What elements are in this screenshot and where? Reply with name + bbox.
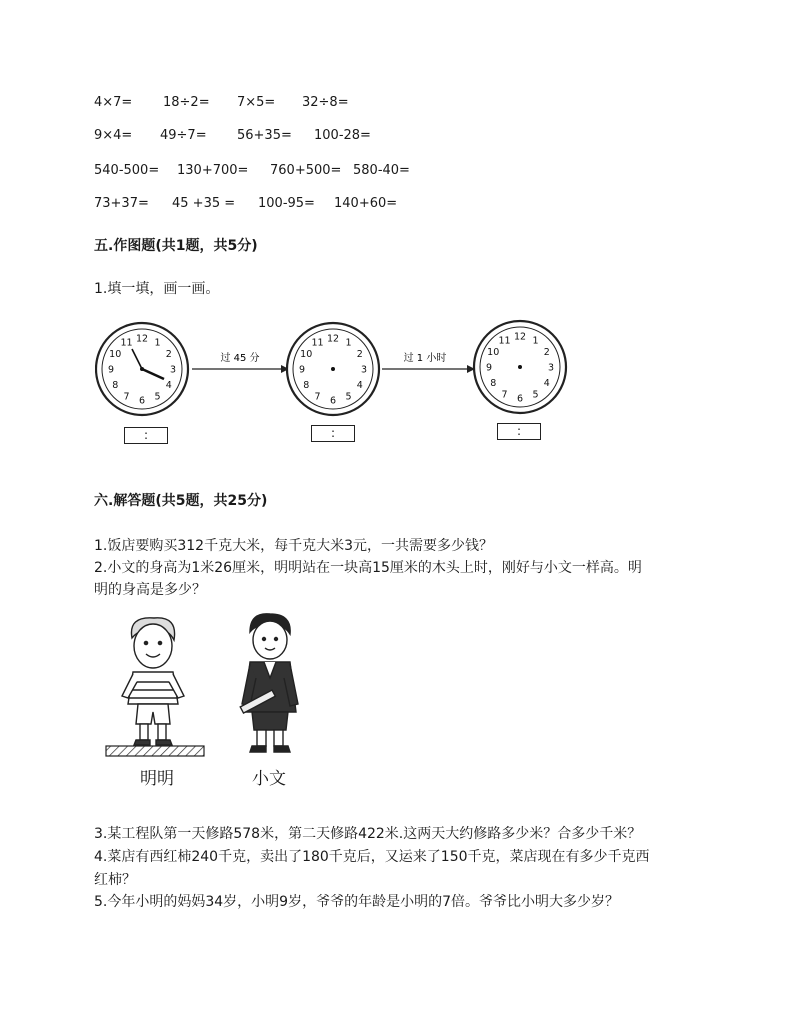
clock-numeral: 7: [314, 391, 321, 403]
calc-item: 18÷2=: [163, 95, 210, 110]
question-2-line1: 2.小文的身高为1米26厘米，明明站在一块高15厘米的木头上时，刚好与小文一样高。明: [94, 560, 642, 576]
clock-numeral: 8: [303, 380, 310, 391]
calc-item: 130+700=: [177, 163, 249, 178]
clock-numeral: 5: [345, 391, 352, 403]
clock-numeral: 1: [532, 335, 539, 347]
clock-numeral: 2: [356, 349, 363, 360]
calc-item: 100-28=: [314, 128, 371, 143]
clock-numeral: 5: [532, 389, 539, 401]
clock-numeral: 4: [165, 380, 172, 391]
calc-item: 100-95=: [258, 196, 315, 211]
clock-numeral: 11: [120, 337, 133, 349]
calc-item: 760+500=: [270, 163, 342, 178]
clock-numeral: 11: [311, 337, 324, 349]
time-box-2[interactable]: :: [311, 425, 355, 442]
clock-numeral: 7: [123, 391, 130, 403]
label-xiaowen: 小文: [252, 769, 286, 789]
calc-item: 45 +35 =: [172, 196, 236, 211]
clock-numeral: 9: [485, 362, 493, 374]
calc-item: 73+37=: [94, 196, 149, 211]
clock-numeral: 12: [326, 333, 340, 345]
calc-item: 580-40=: [353, 163, 410, 178]
clock-numeral: 6: [329, 395, 337, 407]
clock-numeral: 6: [138, 395, 146, 407]
calc-item: 140+60=: [334, 196, 398, 211]
calc-item: 49÷7=: [160, 128, 207, 143]
clock-numeral: 10: [300, 349, 313, 360]
clock-numeral: 12: [513, 331, 527, 343]
time-box-3[interactable]: :: [497, 423, 541, 440]
clock-3: [474, 321, 566, 413]
calc-item: 540-500=: [94, 163, 160, 178]
arrow-1-label: 过 45 分: [220, 353, 260, 364]
label-mingming: 明明: [140, 769, 174, 789]
mingming-figure: [122, 618, 184, 745]
clock-1: [96, 323, 188, 415]
clock-numeral: 4: [543, 378, 550, 389]
calc-item: 9×4=: [94, 128, 133, 143]
calc-item: 56+35=: [237, 128, 292, 143]
clock-center: [140, 367, 144, 371]
clock-numeral: 2: [543, 347, 550, 358]
clock-numeral: 6: [516, 393, 524, 405]
section6-title: 六.解答题(共5题，共25分): [94, 493, 268, 509]
question-4-line2: 红柿？: [94, 872, 136, 888]
clock-numeral: 5: [154, 391, 161, 403]
clock-2: [287, 323, 379, 415]
clock-numeral: 1: [345, 337, 352, 349]
clock-numeral: 9: [107, 364, 115, 376]
clock-center: [518, 365, 522, 369]
clock-numeral: 11: [498, 335, 511, 347]
question-5: 5.今年小明的妈妈34岁，小明9岁，爷爷的年龄是小明的7倍。爷爷比小明大多少岁？: [94, 894, 619, 910]
xiaowen-figure: [240, 614, 298, 752]
arrow-2-label: 过 1 小时: [403, 353, 447, 364]
clock-numeral: 7: [501, 389, 508, 401]
clock-numeral: 12: [135, 333, 149, 345]
question-1: 1.饭店要购买312千克大米，每千克大米3元，一共需要多少钱？: [94, 538, 493, 554]
section5-title: 五.作图题(共1题，共5分): [94, 238, 258, 254]
question-2-line2: 明的身高是多少？: [94, 582, 206, 598]
calc-item: 4×7=: [94, 95, 133, 110]
clock-numeral: 2: [165, 349, 172, 360]
section5-question: 1.填一填，画一画。: [94, 281, 220, 297]
clock-numeral: 3: [169, 364, 177, 376]
calc-item: 32÷8=: [302, 95, 349, 110]
clock-numeral: 8: [112, 380, 119, 391]
clock-numeral: 3: [360, 364, 368, 376]
clock-numeral: 1: [154, 337, 161, 349]
clock-numeral: 4: [356, 380, 363, 391]
clock-numeral: 8: [490, 378, 497, 389]
clock-numeral: 3: [547, 362, 555, 374]
calc-item: 7×5=: [237, 95, 276, 110]
clock-center: [331, 367, 335, 371]
clock-numeral: 9: [298, 364, 306, 376]
question-4-line1: 4.菜店有西红柿240千克，卖出了180千克后，又运来了150千克，菜店现在有多少千克西: [94, 849, 650, 865]
time-box-1[interactable]: :: [124, 427, 168, 444]
clock-numeral: 10: [109, 349, 122, 360]
wooden-board: [106, 746, 204, 756]
question-3: 3.某工程队第一天修路578米，第二天修路422米.这两天大约修路多少米？合多少千米？: [94, 826, 642, 842]
clock-numeral: 10: [487, 347, 500, 358]
